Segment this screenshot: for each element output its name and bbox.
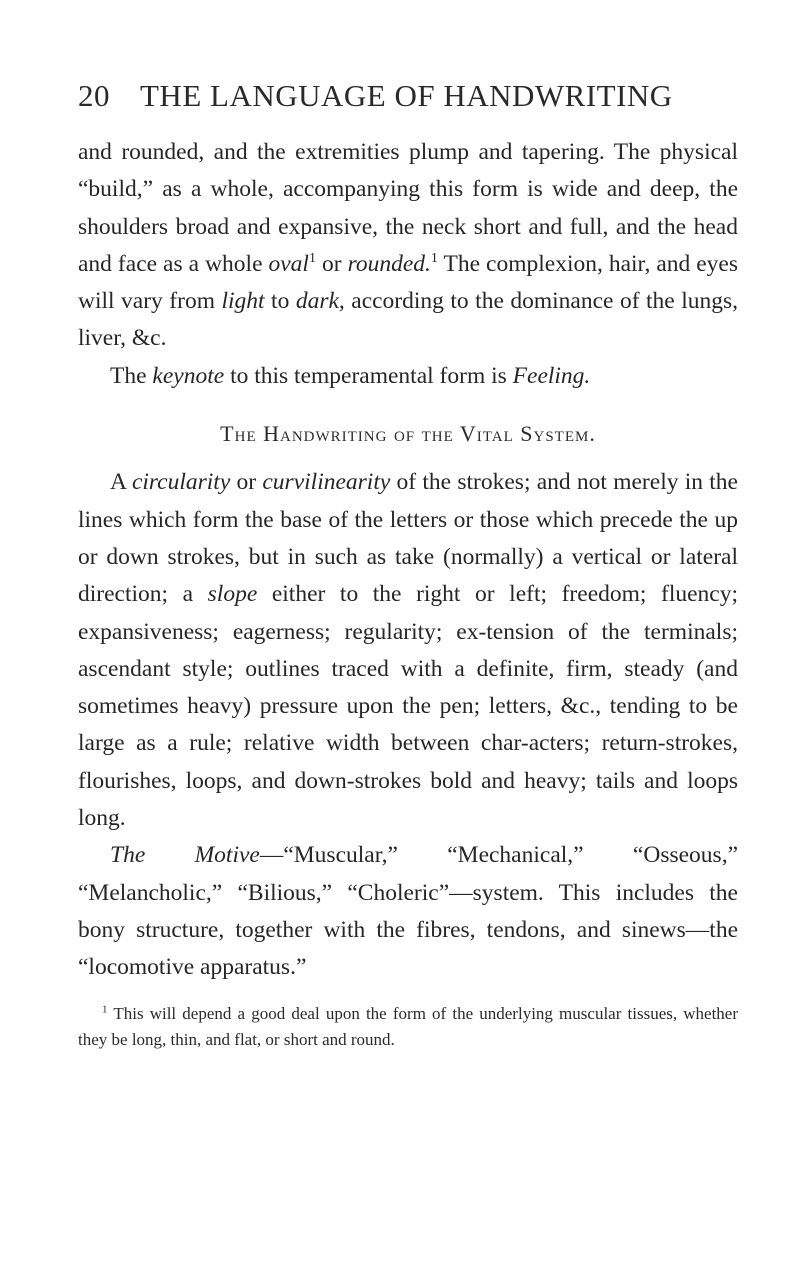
footnote-ref: 1 xyxy=(430,251,438,267)
text-run: of the strokes; and not merely in the lines which form the base of the letters or those which precede the up or down strokes, but in such as take (normally) a vertical or lateral direction; a xyxy=(78,469,738,608)
paragraph-2 xyxy=(78,358,738,395)
text-run: The xyxy=(110,362,153,389)
text-run: or xyxy=(315,250,348,277)
italic-run: keynote xyxy=(152,362,225,389)
paragraph-1 xyxy=(78,134,738,358)
page-header xyxy=(78,78,738,114)
text-run: A xyxy=(110,469,132,496)
italic-run: Feeling. xyxy=(512,362,591,389)
running-title: THE LANGUAGE OF HANDWRITING xyxy=(140,78,673,113)
text-run: and rounded, and the extremities plump and tapering. The physical “build,” as a whole, accompanying this form is wide and deep, the shoulders broad and expansive, the neck short and full, and the head and face as a whole xyxy=(78,139,738,277)
footnote-ref: 1 xyxy=(308,251,316,267)
italic-run: oval xyxy=(268,250,309,277)
text-run: to xyxy=(264,288,296,315)
footnote xyxy=(78,1001,738,1053)
text-run: —“Muscular,” “Mechanical,” “Osseous,” “Melancholic,” “Bilious,” “Choleric”—system. This includes the bony structure, together with the fibres, tendons, and sinews—the “locomotive apparatus.” xyxy=(78,842,738,981)
italic-run: slope xyxy=(207,581,258,608)
footnote-mark: 1 xyxy=(102,1002,108,1015)
text-run: to this temperamental form is xyxy=(224,362,513,389)
footnote-text: This will depend a good deal upon the form of the underlying muscular tissues, whether they be long, thin, and flat, or short and round. xyxy=(78,1003,738,1049)
italic-run: The Motive xyxy=(110,842,260,869)
paragraph-4 xyxy=(78,837,738,986)
italic-run: circularity xyxy=(131,469,231,496)
italic-run: curvilinearity xyxy=(262,469,391,496)
italic-run: dark, xyxy=(295,288,345,315)
book-page xyxy=(78,78,738,1053)
text-run: or xyxy=(230,469,263,496)
italic-run: rounded. xyxy=(347,250,431,277)
text-run: The complexion, hair, and eyes will vary from xyxy=(78,250,739,315)
italic-run: light xyxy=(221,288,265,315)
text-run: according to the dominance of the lungs, liver, &c. xyxy=(78,288,739,352)
body-text xyxy=(78,134,738,987)
text-run: either to the right or left; freedom; fluency; expansiveness; eagerness; regularity; ex-tension of the terminals; ascendant style; outlines traced with a definite, firm, steady (and sometimes heavy) pressure upon the pen; letters, &c., tending to be large as a rule; relative width between char-acters; return-strokes, flourishes, loops, and down-strokes bold and heavy; tails and loops long. xyxy=(78,581,739,832)
section-heading: The Handwriting of the Vital System. xyxy=(220,421,596,447)
page-number: 20 xyxy=(78,78,110,113)
paragraph-3 xyxy=(78,464,738,837)
